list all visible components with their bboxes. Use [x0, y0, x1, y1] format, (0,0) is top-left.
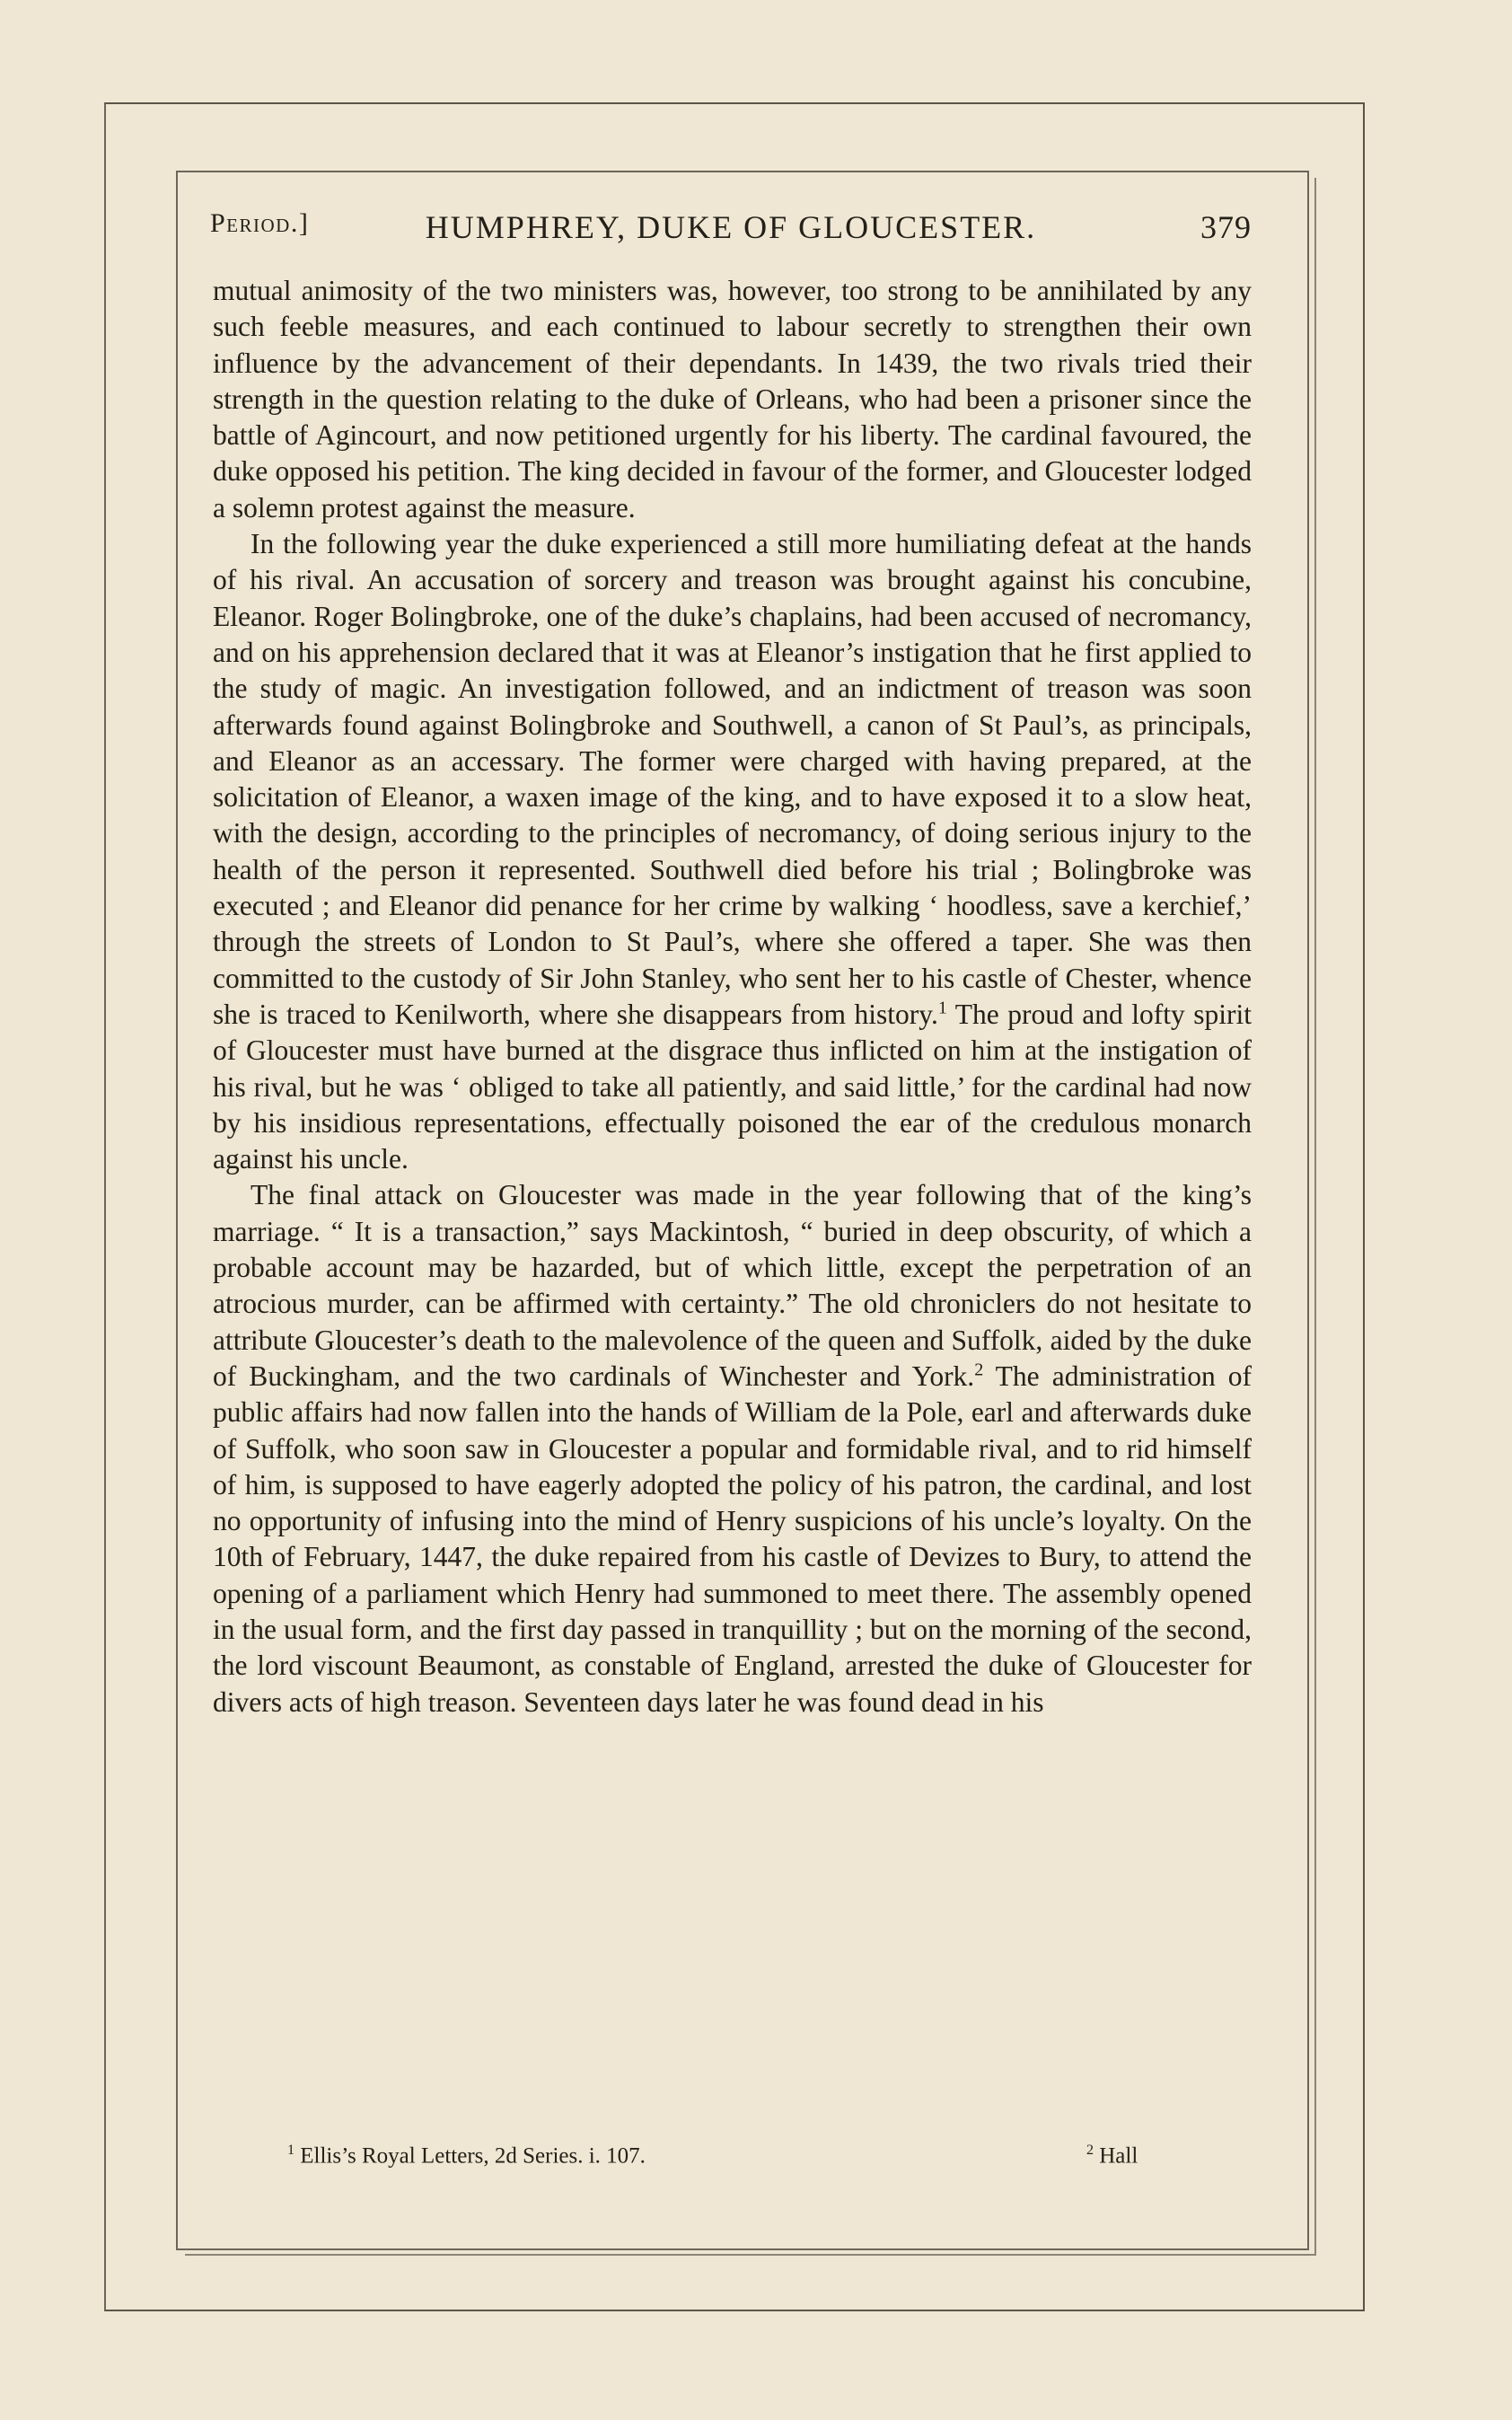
header-title: HUMPHREY, DUKE OF GLOUCESTER. [425, 209, 1037, 245]
paragraph-text: mutual animosity of the two ministers was, however, too strong to be annihilated by any such feeble measures, and each continued to labour secretly to strengthen their own influence by the advancement of their dependants. In 1439, the two rivals tried their strength in the question relating to the duke of Orleans, who had been a prisoner since the battle of Agincourt, and now petitioned urgently for his liberty. The cardinal favoured, the duke opposed his petition. The king decided in favour of the former, and Gloucester lodged a solemn protest against the measure. [213, 275, 1252, 524]
paragraph [213, 1177, 1252, 1720]
footnote-marker: 2 [1086, 2143, 1094, 2158]
paragraph-text: In the following year the duke experienced a still more humiliating defeat at the hands of his rival. An accusation of sorcery and treason was brought against his concubine, Eleanor. Roger Bolingbroke, one of the duke’s chaplains, had been accused of necromancy, and on his apprehension declared that it was at Eleanor’s instigation that he first applied to the study of magic. An investigation followed, and an indictment of treason was soon afterwards found against Bolingbroke and Southwell, a canon of St Paul’s, as principals, and Eleanor as an accessary. The former were charged with having prepared, at the solicitation of Eleanor, a waxen image of the king, and to have exposed it to a slow heat, with the design, according to the principles of necromancy, of doing serious injury to the health of the person it represented. Southwell died before his trial ; Bolingbroke was executed ; and Eleanor did penance for her crime by walking ‘ hoodless, save a kerchief,’ through the streets of London to St Paul’s, where she offered a taper. She was then committed to the custody of Sir John Stanley, who sent her to his castle of Chester, whence she is traced to Kenilworth, where she disappears from history. [213, 528, 1252, 1030]
header-section: Period.] [210, 208, 310, 238]
body-text [213, 273, 1252, 1720]
footnote [1086, 2143, 1138, 2169]
footnote-marker: 1 [287, 2143, 294, 2158]
footnote-ref: 2 [974, 1360, 984, 1380]
paragraph-text: The final attack on Gloucester was made in the year following that of the king’s marriage. “ It is a transaction,” says Mackintosh, “ buried in deep obscurity, of which a probable account may be hazarded, but of which little, except the perpetration of an atrocious murder, can be affirmed with certainty.” The old chroniclers do not hesitate to attribute Gloucester’s death to the malevolence of the queen and Suffolk, aided by the duke of Buckingham, and the two cardinals of Winchester and York. [213, 1179, 1252, 1392]
paragraph [213, 273, 1252, 526]
footnotes [287, 2143, 1185, 2178]
footnote-ref: 1 [937, 998, 947, 1018]
footnote [287, 2143, 646, 2169]
footnote-text: Ellis’s Royal Letters, 2d Series. i. 107. [300, 2143, 646, 2169]
page-number: 379 [1200, 209, 1252, 245]
paragraph-text: The proud and lofty spirit of Gloucester must have burned at the disgrace thus inflicted on him at the instigation of his rival, but he was ‘ obliged to take all patiently, and said little,’ for the cardinal had now by his insidious representations, effectually poisoned the ear of the credulous monarch against his uncle. [213, 998, 1252, 1175]
running-header [210, 208, 1252, 251]
footnote-text: Hall [1099, 2143, 1138, 2169]
paragraph [213, 526, 1252, 1177]
paragraph-text: The administration of public affairs had now fallen into the hands of William de la Pole, earl and afterwards duke of Suffolk, who soon saw in Gloucester a popular and formidable rival, and to rid himself of him, is supposed to have eagerly adopted the policy of his patron, the cardinal, and lost no opportunity of infusing into the mind of Henry suspicions of his uncle’s loyalty. On the 10th of February, 1447, the duke repaired from his castle of Devizes to Bury, to attend the opening of a parliament which Henry had summoned to meet there. The assembly opened in the usual form, and the first day passed in tranquillity ; but on the morning of the second, the lord viscount Beaumont, as constable of England, arrested the duke of Gloucester for divers acts of high treason. Seventeen days later he was found dead in his [213, 1360, 1252, 1718]
